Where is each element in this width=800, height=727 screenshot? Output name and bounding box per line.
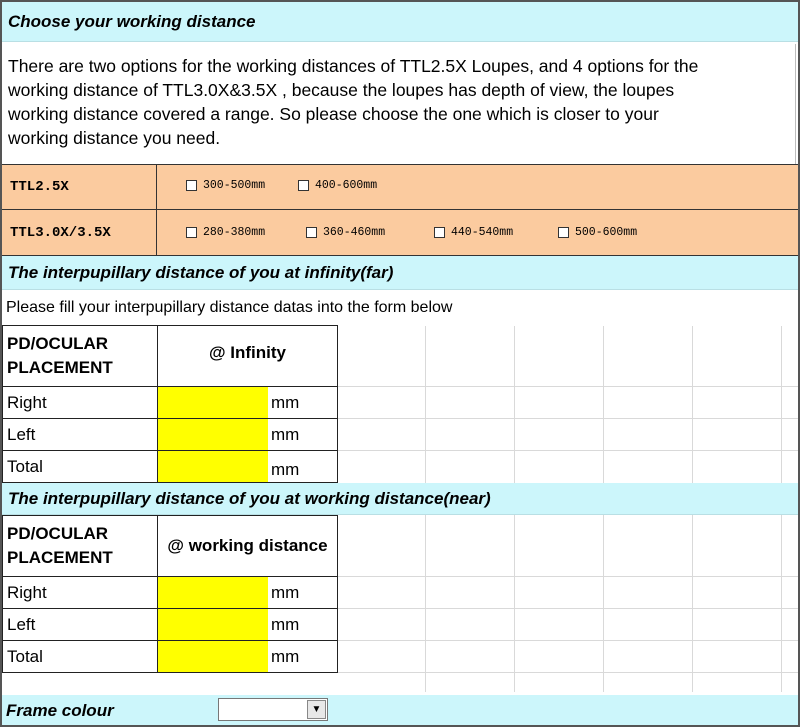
unit-label: mm [271,582,300,602]
right-infinity-input[interactable] [158,387,268,418]
working-distance-column-header: @ working distance [167,536,328,555]
intro-line: working distance covered a range. So please choose the one which is closer to your [8,104,659,124]
unit-label: mm [271,614,300,634]
ttl30-option-row [2,210,798,256]
near-pd-table [2,515,338,673]
frame-colour-label: Frame colour [6,701,114,720]
left-near-input[interactable] [158,609,268,640]
pd-header-line: PLACEMENT [7,548,113,567]
intro-line: working distance you need. [8,128,221,148]
infinity-pd-table [2,325,338,483]
intro-text [2,44,796,164]
unit-label: mm [271,459,300,479]
instruction-text: Please fill your interpupillary distance datas into the form below [6,299,453,316]
table-row [3,577,337,609]
table-row [3,387,337,419]
option-label: 360-460mm [323,226,386,239]
ttl25-option-row [2,164,798,210]
grid-line [338,450,798,451]
left-infinity-input[interactable] [158,419,268,450]
grid-line [338,608,798,609]
checkbox[interactable] [306,227,317,238]
pd-header-line: PD/OCULAR [7,524,109,543]
checkbox[interactable] [186,180,197,191]
frame-colour-band [2,695,798,727]
checkbox[interactable] [558,227,569,238]
unit-label: mm [271,646,300,666]
infinity-column-header: @ Infinity [208,343,286,362]
grid-line [338,576,798,577]
ttl25-label: TTL2.5X [2,165,157,209]
option-label: 440-540mm [451,226,514,239]
pd-header-line: PLACEMENT [7,358,113,377]
row-label: Right [3,387,158,418]
grid-line [338,386,798,387]
row-label: Total [3,451,158,482]
total-infinity-input[interactable] [158,451,268,482]
row-label: Left [3,419,158,450]
total-near-input[interactable] [158,641,268,672]
option-label: 400-600mm [315,179,378,192]
pd-placement-header [3,516,158,576]
table-header-row [3,326,337,387]
working-distance-header-text: Choose your working distance [8,11,256,31]
table-row [3,451,337,482]
table-row [3,641,337,672]
grid-line [338,418,798,419]
row-label: Total [3,641,158,672]
option-label: 500-600mm [575,226,638,239]
near-pd-header-text: The interpupillary distance of you at working distance(near) [8,488,491,508]
checkbox[interactable] [186,227,197,238]
option-label: 300-500mm [203,179,266,192]
frame-colour-select[interactable] [218,698,328,721]
pd-header-line: PD/OCULAR [7,334,109,353]
option-500-600[interactable] [558,226,637,239]
checkbox[interactable] [434,227,445,238]
intro-line: working distance of TTL3.0X&3.5X , because the loupes has depth of view, the loupes [8,80,675,100]
checkbox[interactable] [298,180,309,191]
pd-placement-header [3,326,158,386]
ttl30-label: TTL3.0X/3.5X [2,210,157,255]
row-label: Left [3,609,158,640]
option-300-500[interactable] [186,179,265,192]
option-360-460[interactable] [306,226,385,239]
working-distance-header [2,2,798,42]
table-row [3,419,337,451]
right-near-input[interactable] [158,577,268,608]
infinity-pd-header [2,256,798,290]
option-280-380[interactable] [186,226,265,239]
near-pd-header [2,483,798,515]
table-header-row [3,516,337,577]
intro-line: There are two options for the working distances of TTL2.5X Loupes, and 4 options for the [8,56,699,76]
unit-label: mm [271,424,300,444]
option-440-540[interactable] [434,226,513,239]
infinity-pd-header-text: The interpupillary distance of you at infinity(far) [8,262,394,282]
unit-label: mm [271,392,300,412]
grid-line [338,640,798,641]
table-row [3,609,337,641]
option-label: 280-380mm [203,226,266,239]
chevron-down-icon: ▼ [311,704,322,715]
dropdown-arrow-button[interactable] [307,700,326,719]
option-400-600[interactable] [298,179,377,192]
row-label: Right [3,577,158,608]
